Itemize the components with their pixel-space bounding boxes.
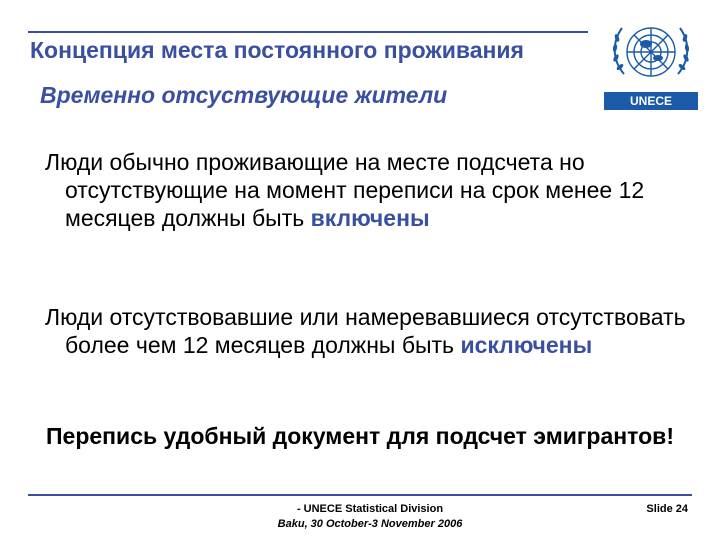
unece-logo-label: UNECE: [604, 92, 698, 110]
footer-event: Baku, 30 October-3 November 2006: [277, 518, 463, 530]
paragraph-included: [45, 148, 705, 232]
excluded-emphasis: исключены: [460, 332, 593, 358]
included-emphasis: включены: [310, 205, 430, 231]
slide-title: Концепция места постоянного проживания: [30, 37, 524, 63]
slide-subtitle: Временно отсуствующие жители: [40, 82, 448, 108]
bottom-divider: [28, 494, 692, 496]
slide-number: Slide 24: [646, 503, 688, 515]
conclusion-text: Перепись удобный документ для подсчет эмигрантов!: [46, 423, 674, 449]
footer-organization: - UNECE Statistical Division: [296, 503, 444, 515]
paragraph-excluded-text: Люди отсутствовавшие или намеревавшиеся отсутствовать более чем 12 месяцев должны быть: [45, 304, 686, 358]
footer-info: [230, 502, 510, 532]
paragraph-excluded: [45, 303, 705, 359]
paragraph-included-text: Люди обычно проживающие на месте подсчета но отсутствующие на момент переписи на срок менее 12 месяцев должны быть: [45, 149, 645, 231]
top-divider: [28, 31, 588, 33]
